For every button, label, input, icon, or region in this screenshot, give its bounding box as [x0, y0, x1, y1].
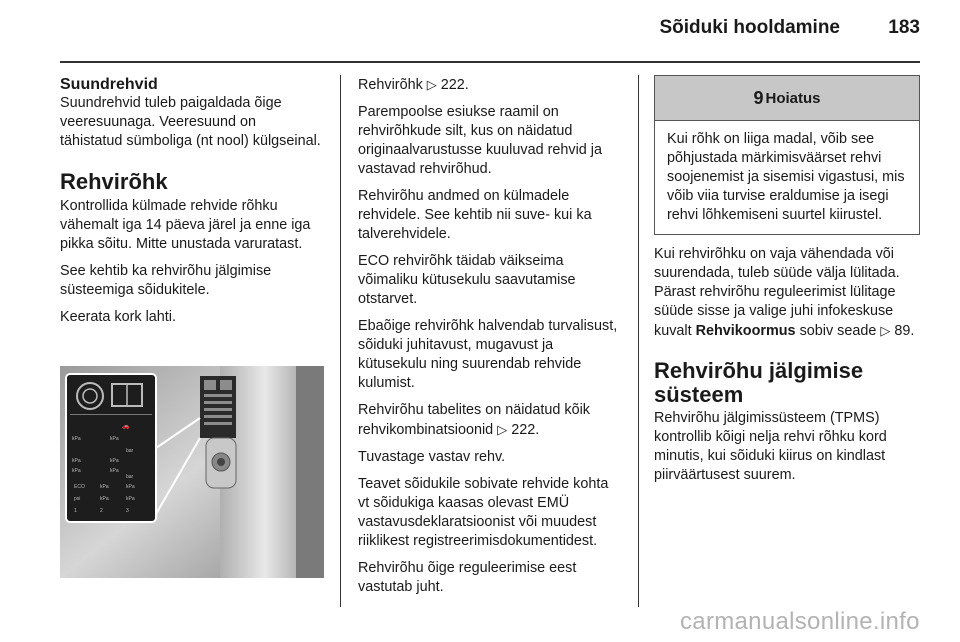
column-3 — [654, 75, 920, 493]
column-2 — [358, 75, 623, 605]
label-car-icon: 🚗 — [122, 424, 130, 430]
paragraph: Teavet sõidukile sobivate rehvide kohta vt sõidukiga kaasas olevast EMÜ vastavusdeklaratsioonist või muudest riiklikest registreerimisdokumentidest. — [358, 476, 609, 549]
label-text-kpa-7: kPa — [100, 484, 109, 490]
paragraph: Keerata kork lahti. — [60, 309, 176, 325]
label-text-2: 2 — [100, 508, 103, 514]
section-heading-suundrehvid: Suundrehvid — [60, 76, 158, 93]
paragraph: Rehvirõhu andmed on külmadele rehvidele. See kehtib nii suve- kui ka talverehvidele. — [358, 188, 592, 242]
page-number: 183 — [888, 17, 920, 38]
page-header-title: Sõiduki hooldamine — [659, 17, 840, 38]
paragraph: Ebaõige rehvirõhk halvendab turvalisust, sõiduki juhitavust, mugavust ja kütusekulu ning suurendab rehvide kulumist. — [358, 318, 618, 391]
paragraph: Rehvirõhu õige reguleerimise eest vastutab juht. — [358, 560, 577, 595]
paragraph — [654, 245, 920, 341]
page-reference[interactable]: 89. — [894, 323, 915, 339]
paragraph — [358, 401, 623, 440]
label-text-kpa-2: kPa — [110, 436, 119, 442]
header-divider — [60, 61, 920, 63]
page-reference-icon: ▷ — [880, 323, 891, 338]
page-reference-icon: ▷ — [426, 77, 437, 92]
paragraph: See kehtib ka rehvirõhu jälgimise süsteemiga sõidukitele. — [60, 263, 272, 298]
section-heading-tpms: Rehvirõhu jälgimise süsteem — [654, 358, 864, 407]
label-text-1: 1 — [74, 508, 77, 514]
watermark: carmanualsonline.info — [680, 608, 920, 635]
label-text-kpa-3: kPa — [72, 458, 81, 464]
paragraph-text: Rehvirõhk — [358, 77, 423, 93]
column-1 — [60, 75, 322, 335]
label-text-kpa-6: kPa — [110, 468, 119, 474]
label-text-kpa-9: kPa — [100, 496, 109, 502]
warning-text: Kui rõhk on liiga madal, võib see põhjustada märkimisväärset rehvi soojenemist ja sisemisi vigastusi, mis võib viia turvise eraldumise ja isegi rehvi lõhkemiseni suurtel kiirustel. — [667, 131, 905, 223]
paragraph-text: sobiv seade — [799, 323, 877, 339]
label-text-kpa-5: kPa — [72, 468, 81, 474]
menu-item-name: Rehvikoormus — [695, 323, 796, 339]
paragraph — [358, 75, 623, 95]
paragraph: Rehvirõhu jälgimissüsteem (TPMS) kontrollib kõigi nelja rehvi rõhku kord minutis, kui sõiduki kiirus on kindlast piirväärtusest suurem. — [654, 410, 887, 483]
warning-title: Hoiatus — [765, 89, 821, 107]
warning-icon: 9 — [753, 87, 764, 108]
page-reference-icon: ▷ — [497, 422, 508, 437]
page-reference[interactable]: 222. — [511, 422, 540, 438]
column-divider-2 — [638, 75, 639, 607]
paragraph: ECO rehvirõhk täidab väikseima võimaliku kütusekulu saavutamise otstarvet. — [358, 253, 576, 307]
paragraph-text: Rehvirõhu tabelites on näidatud kõik rehvikombinatsioonid — [358, 402, 590, 438]
warning-header — [655, 76, 919, 121]
paragraph-text: Kui rehvirõhku on vaja vähendada või suurendada, tuleb süüde välja lülitada. Pärast rehvirõhu reguleerimist lülitage süüde sisse ja valige juhi infokeskuse kuvalt — [654, 246, 900, 339]
tyre-pressure-label-photo — [60, 366, 324, 578]
label-text-kpa-10: kPa — [126, 496, 135, 502]
paragraph: Kontrollida külmade rehvide rõhku vähemalt iga 14 päeva järel ja enne iga pikka sõitu. Mitte unustada varuratast. — [60, 198, 311, 252]
label-text-kpa-4: kPa — [110, 458, 119, 464]
label-text-bar-1: bar — [126, 448, 134, 454]
label-text-3: 3 — [126, 508, 129, 514]
label-text-eco: ECO — [74, 484, 85, 490]
label-text-bar-2: bar — [126, 474, 134, 480]
paragraph: Parempoolse esiukse raamil on rehvirõhkude silt, kus on näidatud originaalvarustusse kuuluvad rehvid ja vastavad rehvirõhud. — [358, 104, 602, 177]
column-divider-1 — [340, 75, 341, 607]
label-text-kpa-1: kPa — [72, 436, 81, 442]
page-reference[interactable]: 222. — [440, 77, 469, 93]
paragraph: Tuvastage vastav rehv. — [358, 449, 506, 465]
label-text-kpa-8: kPa — [126, 484, 135, 490]
section-heading-rehvirohk: Rehvirõhk — [60, 169, 168, 194]
paragraph-suundrehvid: Suundrehvid tuleb paigaldada õige veeresuunaga. Veeresuund on tähistatud sümboliga (nt nool) külgseinal. — [60, 95, 321, 149]
label-text-psi: psi — [74, 496, 81, 502]
warning-box — [654, 75, 920, 235]
